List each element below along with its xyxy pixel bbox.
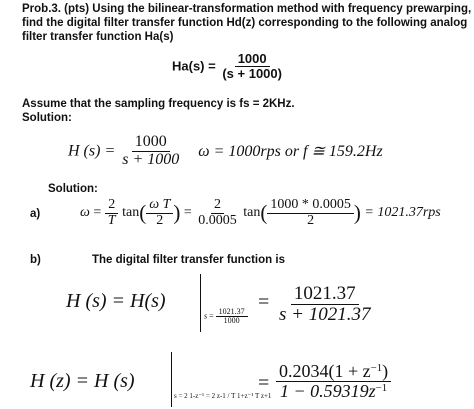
solution-label-2: Solution: — [48, 183, 98, 195]
part-b-line1-rhs: $\frac{1021.37}{s + 1021.37}$ — [279, 283, 371, 325]
part-a-label: a) — [30, 208, 41, 220]
eq2-rhs: ω = 1000rps or f ≅ 159.2Hz — [198, 143, 383, 161]
solution-label: Solution: — [22, 112, 72, 124]
problem-line-2: find the digital filter transfer function Hd(z) corresponding to the following analog — [22, 17, 468, 29]
part-b-line2-rhs: $\frac{0.2034(1 + z^{-1})}{1 - 0.59319z^{-1}}$ — [276, 362, 391, 401]
part-b-text: The digital filter transfer function is — [92, 254, 285, 266]
eq1-fraction — [219, 52, 285, 80]
part-a-lhs: ω — [80, 205, 90, 221]
part-b-line1-lhs: H (s) = H(s) — [66, 290, 166, 312]
problem-statement — [22, 2, 471, 44]
analog-transfer-function — [172, 52, 285, 80]
problem-line-1: Prob.3. (pts) Using the bilinear-transformation method with frequency prewarping, — [22, 3, 472, 15]
eq1-numerator: 1000 — [235, 52, 270, 67]
part-a-frac1: $\frac{2}{T}$ — [105, 198, 119, 228]
sampling-block — [22, 97, 295, 125]
analog-equation-row — [68, 134, 383, 169]
sampling-statement: Assume that the sampling frequency is fs = 2KHz. — [22, 98, 295, 110]
eq2-lhs: H (s) = — [68, 142, 116, 160]
problem-line-3: filter transfer function Ha(s) — [22, 31, 174, 43]
part-a-result: = 1021.37rps — [364, 205, 441, 221]
part-b-substitution-1: s = $\frac{1021.37}{1000}$ — [204, 308, 248, 326]
eq1-lhs: Ha(s) = — [172, 58, 216, 74]
part-b-label: b) — [30, 254, 41, 266]
part-b-substitution-2: s = 2 1-z⁻¹ = 2 z-1 / T 1+z⁻¹ T z+1 — [174, 392, 272, 400]
part-a-frac4: $\frac{1000 * 0.0005}{2}$ — [267, 198, 354, 228]
part-a-equation: ω = $\frac{2}{T}$ tan( $\frac{\text{ω T}}{2}$ ) = $\frac{2}{0.0005}$ tan( $\frac{1000 * 0.0005}{2}$ ) = 1021.37rps — [80, 197, 441, 228]
evaluation-bar-1 — [200, 274, 201, 332]
part-a-frac2: $\frac{\text{ω T}}{2}$ — [146, 198, 173, 228]
eq2-fraction — [119, 134, 182, 169]
part-a-frac3: $\frac{2}{0.0005}$ — [198, 197, 237, 228]
evaluation-bar-2 — [171, 352, 172, 407]
eq2-numerator: 1000 — [132, 134, 170, 152]
part-b-line2-lhs: H (z) = H (s) — [30, 370, 135, 392]
eq2-denominator: s + 1000 — [122, 150, 180, 168]
eq1-denominator: (s + 1000) — [222, 65, 282, 81]
